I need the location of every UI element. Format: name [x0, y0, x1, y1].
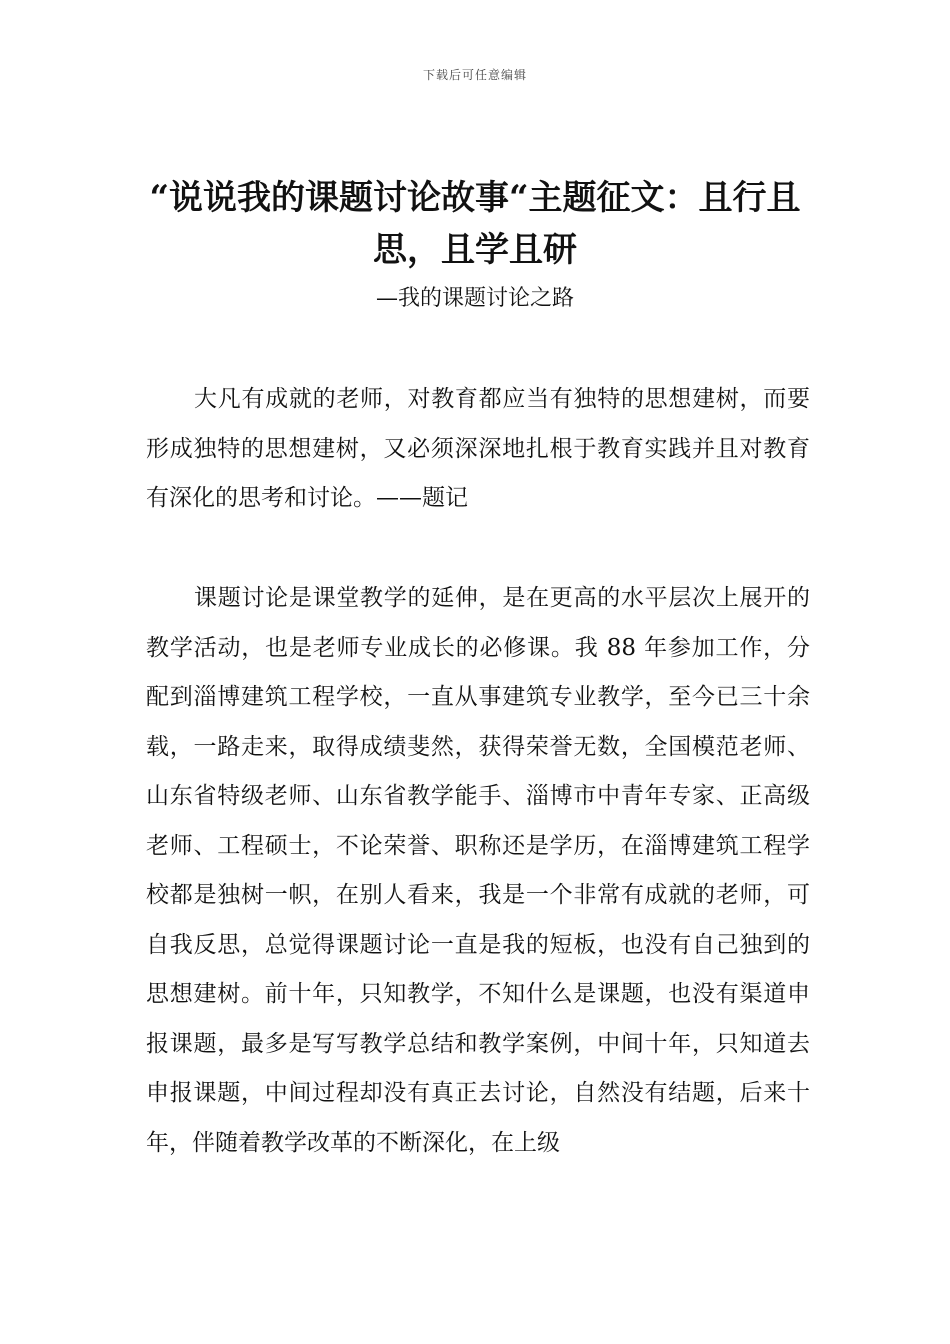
epigraph: 大凡有成就的老师，对教育都应当有独特的思想建树，而要形成独特的思想建树，又必须深深地扎根于教育实践并且对教育有深化的思考和讨论。——题记 [146, 386, 810, 511]
body-paragraph: 课题讨论是课堂教学的延伸，是在更高的水平层次上展开的教学活动，也是老师专业成长的必修课。我 88 年参加工作，分配到淄博建筑工程学校，一直从事建筑专业教学，至今已三十余载，一路走来，取得成绩斐然，获得荣誉无数，全国模范老师、山东省特级老师、山东省教学能手、淄博市中青年专家、正高级老师、工程硕士，不论荣誉、职称还是学历，在淄博建筑工程学校都是独树一帜，在别人看来，我是一个非常有成就的老师，可自我反思，总觉得课题讨论一直是我的短板，也没有自己独到的思想建树。前十年，只知教学，不知什么是课题，也没有渠道申报课题，最多是写写教学总结和教学案例，中间十年，只知道去申报课题，中间过程却没有真正去讨论，自然没有结题，后来十年，伴随着教学改革的不断深化，在上级 [146, 585, 810, 1156]
header-note: 下载后可任意编辑 [422, 68, 527, 82]
document-title: “说说我的课题讨论故事“主题征文：且行且思，且学且研 [149, 178, 801, 270]
document-subtitle: —我的课题讨论之路 [375, 286, 574, 311]
